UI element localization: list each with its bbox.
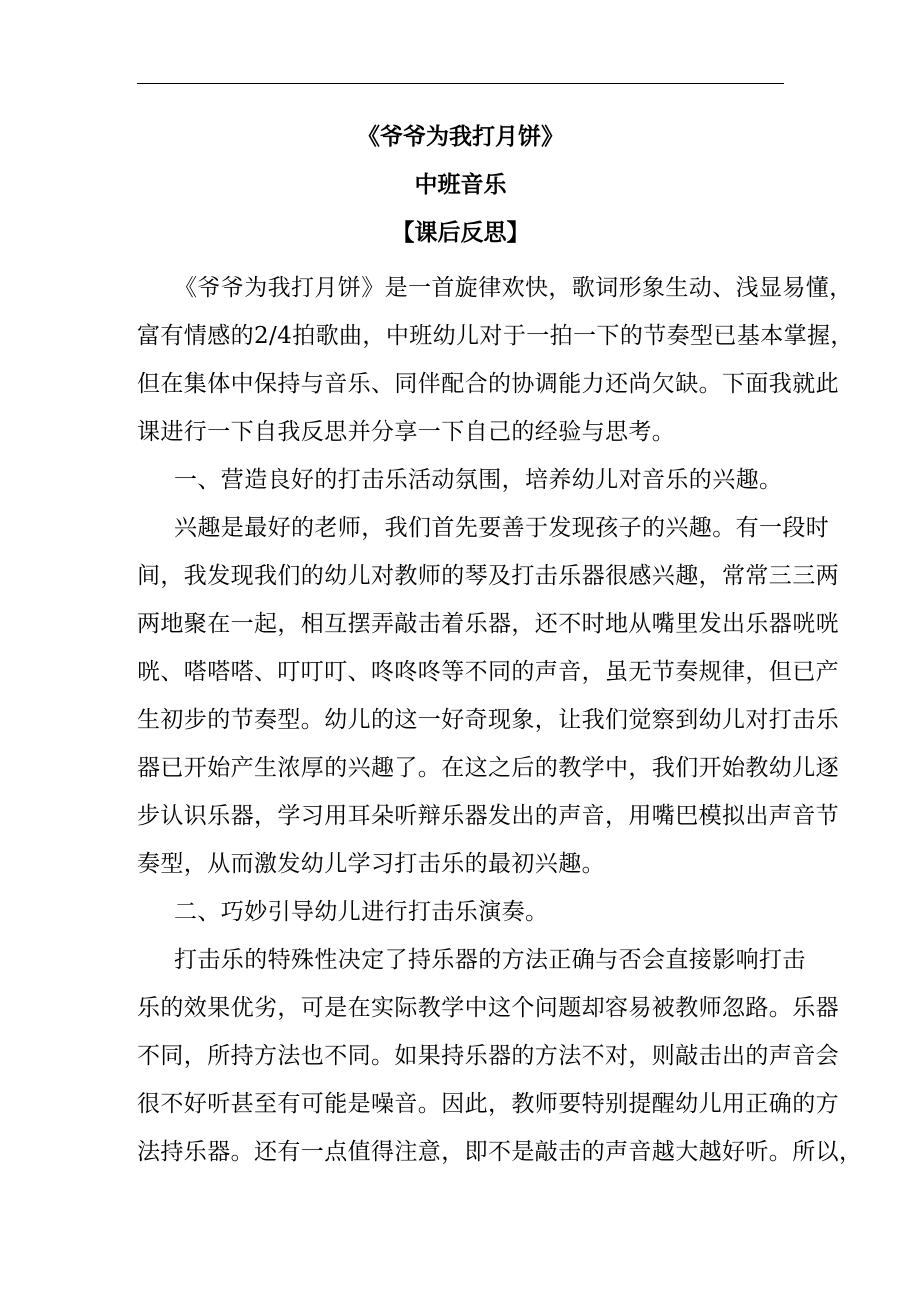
paragraph-line: 咣、嗒嗒嗒、叮叮叮、咚咚咚等不同的声音，虽无节奏规律，但已产	[137, 659, 839, 685]
paragraph-line: 乐的效果优劣，可是在实际教学中这个问题却容易被教师忽路。乐器	[137, 995, 839, 1021]
paragraph-line: 步认识乐器，学习用耳朵听辩乐器发出的声音，用嘴巴模拟出声音节	[137, 803, 839, 829]
paragraph-line: 很不好听甚至有可能是噪音。因此，教师要特别提醒幼儿用正确的方	[137, 1091, 839, 1117]
paragraph-line: 器已开始产生浓厚的兴趣了。在这之后的教学中，我们开始教幼儿逐	[137, 755, 839, 781]
document-subtitle: 中班音乐	[414, 172, 507, 198]
paragraph-line: 法持乐器。还有一点值得注意，即不是敲击的声音越大越好听。所以，	[137, 1139, 863, 1165]
body-text	[137, 264, 863, 1176]
paragraph-line: 二、巧妙引导幼儿进行打击乐演奏。	[174, 899, 549, 925]
paragraph-line: 富有情感的2/4拍歌曲，中班幼儿对于一拍一下的节奏型已基本掌握，	[137, 323, 854, 349]
header-rule	[137, 83, 784, 84]
paragraph-line: 课进行一下自我反思并分享一下自己的经验与思考。	[137, 419, 676, 445]
paragraph-line: 打击乐的特殊性决定了持乐器的方法正确与否会直接影响打击	[174, 947, 806, 973]
paragraph-line: 奏型，从而激发幼儿学习打击乐的最初兴趣。	[137, 851, 605, 877]
paragraph-line: 两地聚在一起，相互摆弄敲击着乐器，还不时地从嘴里发出乐器咣咣	[137, 611, 839, 637]
paragraph-line: 间，我发现我们的幼儿对教师的琴及打击乐器很感兴趣，常常三三两	[137, 563, 839, 589]
paragraph-line: 一、营造良好的打击乐活动氛围，培养幼儿对音乐的兴趣。	[174, 467, 783, 493]
paragraph-line: 但在集体中保持与音乐、同伴配合的协调能力还尚欠缺。下面我就此	[137, 371, 839, 397]
paragraph-line: 《爷爷为我打月饼》是一首旋律欢快，歌词形象生动、浅显易懂，	[174, 275, 853, 301]
section-heading: 【课后反思】	[391, 220, 530, 246]
paragraph-line: 不同，所持方法也不同。如果持乐器的方法不对，则敲击出的声音会	[137, 1043, 839, 1069]
document-title: 《爷爷为我打月饼》	[357, 124, 564, 150]
paragraph-line: 兴趣是最好的老师，我们首先要善于发现孩子的兴趣。有一段时	[174, 515, 830, 541]
paragraph-line: 生初步的节奏型。幼儿的这一好奇现象，让我们觉察到幼儿对打击乐	[137, 707, 839, 733]
